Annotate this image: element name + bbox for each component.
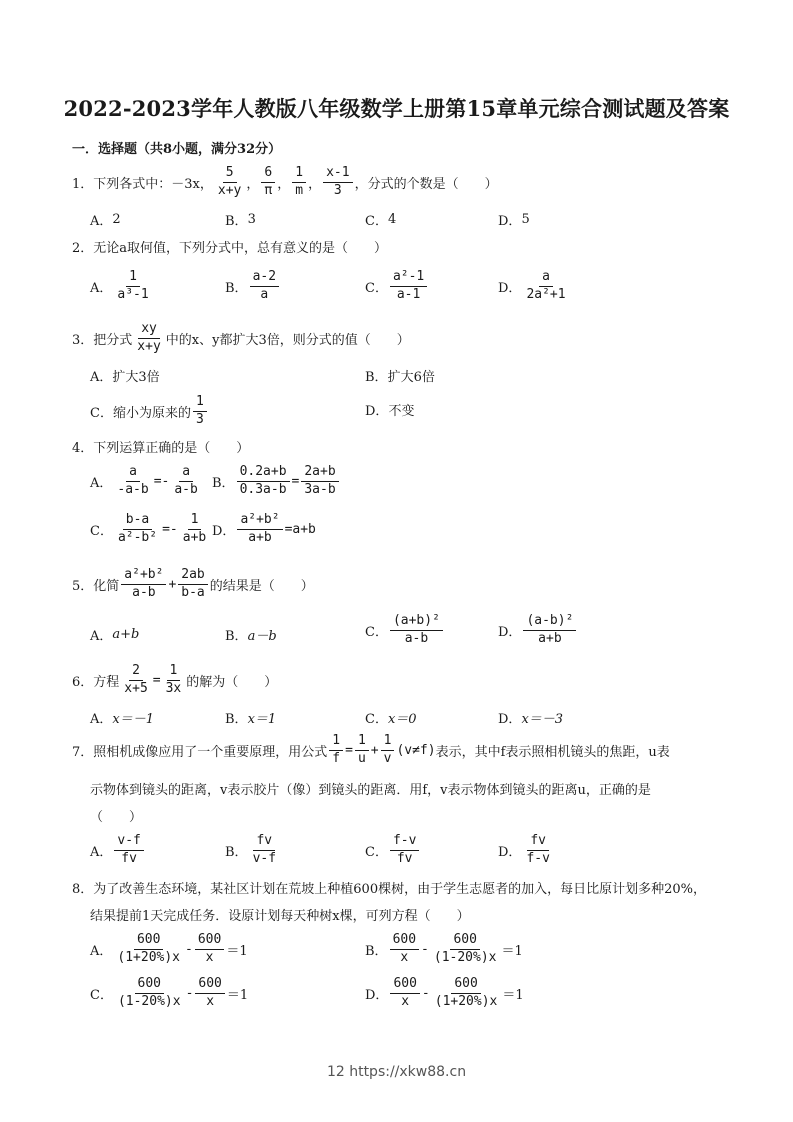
option-b[interactable]: B． $\frac{0.2a+b}{0.3a-b}$ = $\frac{2a+b}{3a-b}$: [212, 465, 341, 498]
page-footer: 12 https://xkw88.cn: [326, 1064, 467, 1080]
option-d[interactable]: D． $\frac{fv}{f-v}$: [498, 833, 550, 866]
option-b[interactable]: B． $\frac{600}{x}$ - $\frac{600}{(1-20\%)x}$ ＝1: [365, 932, 523, 965]
fraction: $\frac{1}{m}$: [292, 166, 306, 199]
question-1-stem: 1． 下列各式中：－3x， $\frac{5}{x+y}$ ， $\frac{6}{\pi}$ ， $\frac{1}{m}$ ， $\frac{x-1}{3}$ ，分式的个数是（ ）: [72, 165, 498, 198]
question-number: 1．: [72, 176, 94, 192]
option-a[interactable]: A． x＝－1: [90, 712, 154, 727]
option-c[interactable]: C． $\frac{600}{(1-20\%)x}$ - $\frac{600}{x}$ ＝1: [90, 976, 249, 1009]
option-a[interactable]: A． $\frac{1}{\text{a³-1}}$: [90, 269, 149, 302]
option-a[interactable]: A． a+b: [90, 627, 140, 644]
option-a[interactable]: A． 2: [90, 212, 121, 229]
fraction: $\frac{x-1}{3}$: [323, 166, 352, 199]
option-c[interactable]: C． 4: [365, 212, 397, 229]
option-b[interactable]: B． $\frac{fv}{v-f}$: [225, 833, 277, 866]
section-heading: 一．选择题（共8小题，满分32分）: [72, 142, 282, 157]
question-4-stem: 4． 下列运算正确的是（ ）: [72, 441, 250, 456]
option-c[interactable]: C． $\frac{\text{a²-1}}{a-1}$: [365, 270, 429, 303]
option-c[interactable]: C． 缩小为原来的 $\frac{1}{3}$: [90, 395, 209, 428]
option-a[interactable]: A． 扩大3倍: [90, 370, 160, 385]
option-b[interactable]: B． 3: [225, 212, 256, 229]
option-c[interactable]: C． x＝0: [365, 712, 417, 727]
option-d[interactable]: D． 不变: [365, 404, 415, 419]
question-7-line-3: （ ）: [90, 810, 143, 825]
option-b[interactable]: B． 扩大6倍: [365, 370, 435, 385]
question-3-stem: 3． 把分式 $\frac{xy}{x+y}$ 中的x、y都扩大3倍，则分式的值（ ）: [72, 321, 410, 354]
option-b[interactable]: B． a－b: [225, 629, 277, 644]
option-d[interactable]: D． $\frac{\text{a²+b²}}{a+b}$ =a+b: [212, 512, 316, 545]
option-b[interactable]: B． $\frac{a-2}{a}$: [225, 270, 281, 303]
document-title: 2022-2023学年人教版八年级数学上册第15章单元综合测试题及答案: [63, 96, 730, 121]
option-b[interactable]: B． x＝1: [225, 712, 277, 727]
option-a[interactable]: A． $\frac{v-f}{fv}$: [90, 834, 146, 867]
option-d[interactable]: D． $\frac{600}{x}$ - $\frac{600}{(1+20\%)x}$ ＝1: [365, 976, 524, 1009]
option-a[interactable]: A． $\frac{a}{-a-b}$ =- $\frac{a}{a-b}$: [90, 464, 198, 497]
option-c[interactable]: C． $\frac{f-v}{fv}$: [365, 834, 421, 867]
stem-text: 下列各式中：－3x，: [93, 176, 213, 192]
option-d[interactable]: D． x＝－3: [498, 712, 564, 727]
option-c[interactable]: C． $\frac{\text{(a+b)²}}{a-b}$: [365, 614, 445, 647]
fraction: $\frac{6}{\pi}$: [261, 166, 275, 199]
option-a[interactable]: A． $\frac{600}{(1+20\%)x}$ - $\frac{600}{x}$ ＝1: [90, 932, 248, 965]
fraction: $\frac{5}{x+y}$: [217, 165, 242, 198]
question-5-stem: 5． 化简 $\frac{\text{a²+b²}}{a-b}$ + $\frac{2ab}{b-a}$ 的结果是（ ）: [72, 567, 314, 600]
option-d[interactable]: D． 5: [498, 212, 530, 229]
option-d[interactable]: D． $\frac{\text{(a-b)²}}{a+b}$: [498, 614, 578, 647]
question-8-stem: 8． 为了改善生态环境，某社区计划在荒坡上种植600棵树，由于学生志愿者的加入，每日比原计划多种20%，: [72, 882, 706, 897]
stem-text: ，分式的个数是（ ）: [354, 176, 498, 192]
question-6-stem: 6． 方程 $\frac{2}{x+5}$ = $\frac{1}{3x}$ 的解为（ ）: [72, 663, 278, 696]
question-2-stem: 2． 无论a取何值，下列分式中，总有意义的是（ ）: [72, 241, 388, 256]
question-7-stem: 7． 照相机成像应用了一个重要原理，用公式 $\frac{1}{f}$ = $\frac{1}{u}$ + $\frac{1}{v}$ (v≠f) 表示，其中f表示照相机镜头的焦距，u表: [72, 733, 670, 766]
option-d[interactable]: D． $\frac{a}{\text{2a²+1}}$: [498, 269, 566, 302]
option-c[interactable]: C． $\frac{b-a}{\text{a²-b²}}$ =- $\frac{1}{a+b}$: [90, 512, 207, 545]
question-7-line-2: 示物体到镜头的距离，v表示胶片（像）到镜头的距离．用f，v表示物体到镜头的距离u，正确的是: [90, 783, 651, 798]
question-8-line-2: 结果提前1天完成任务．设原计划每天种树x棵，可列方程（ ）: [90, 909, 470, 924]
